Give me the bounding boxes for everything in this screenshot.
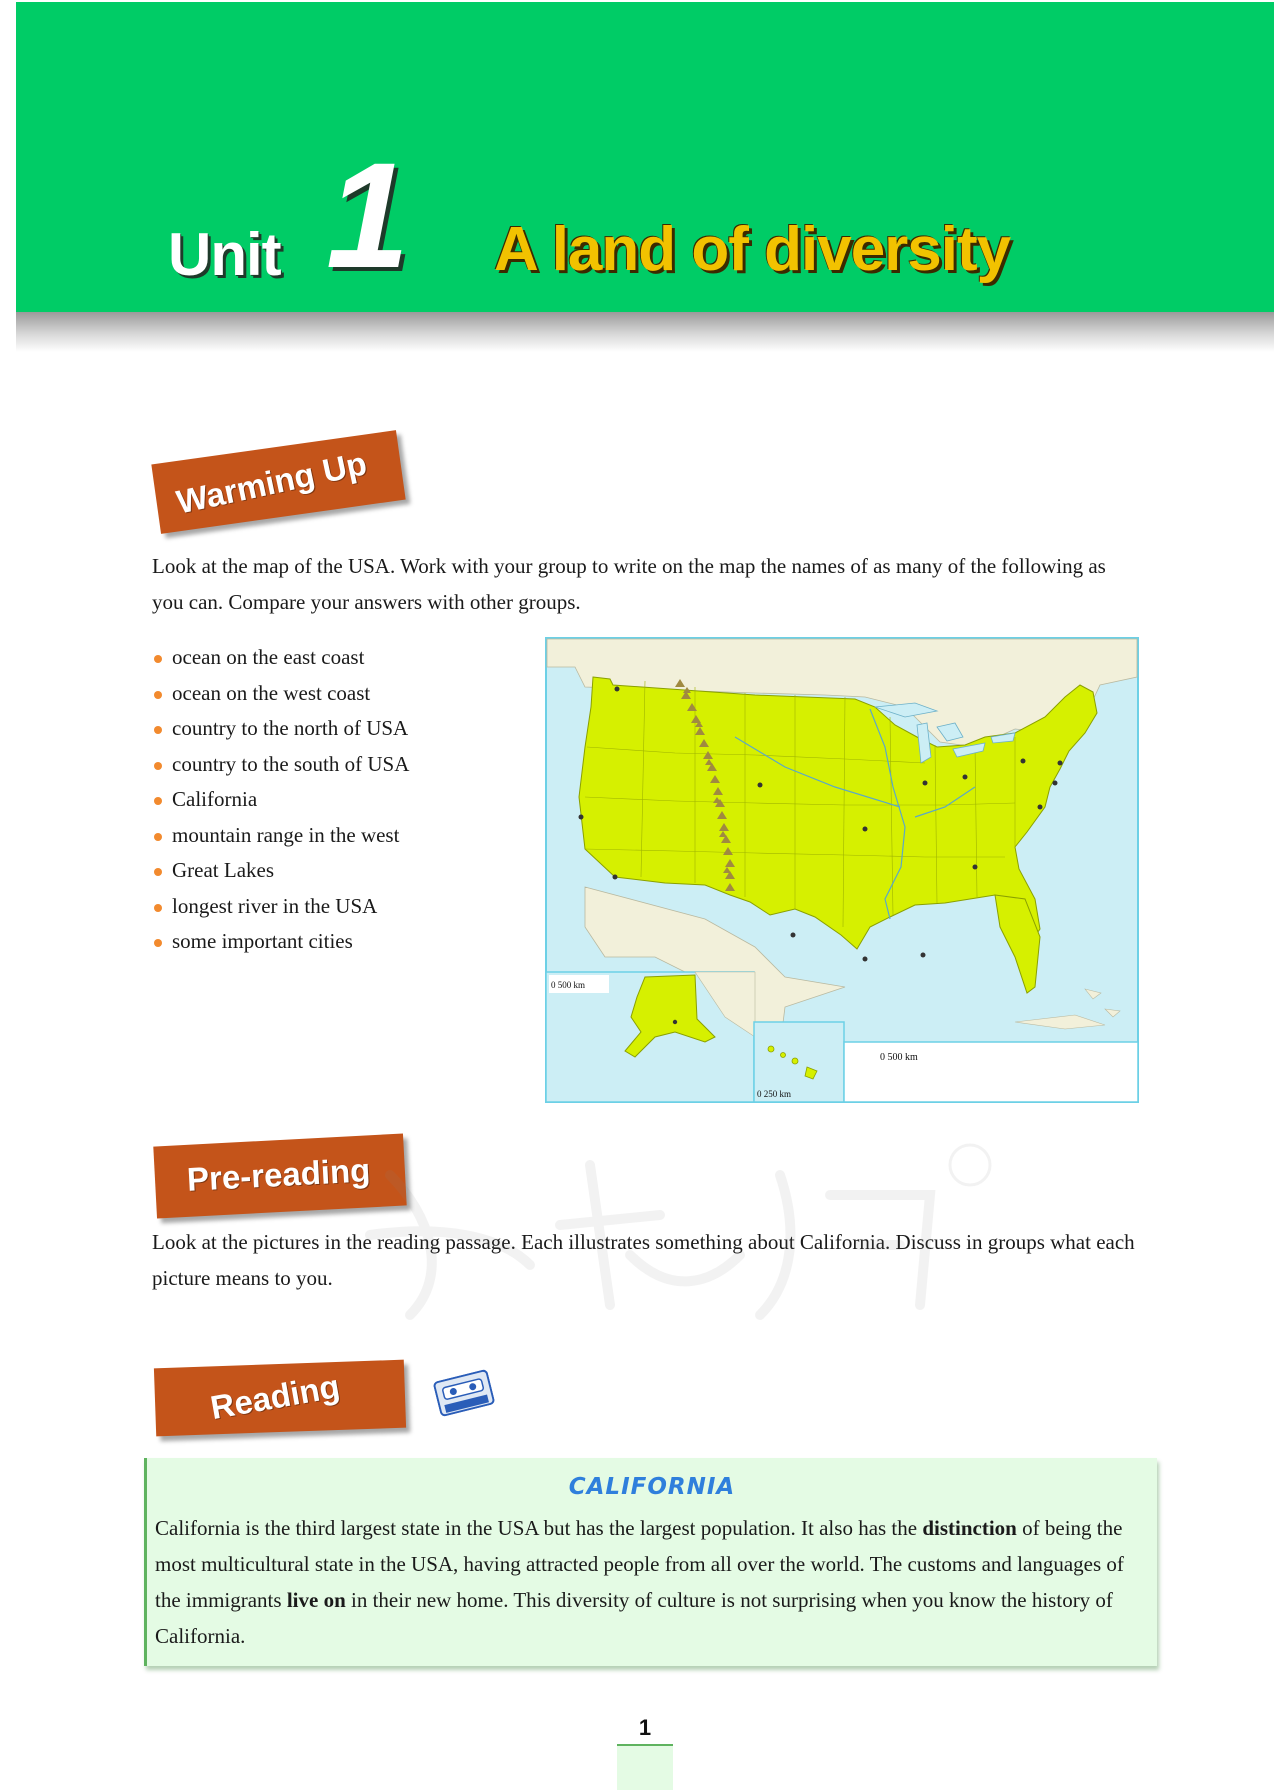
section-tab-label: Reading [207,1367,343,1427]
reading-text-segment: in their new home. This diversity of culture is not surprising when you know the history of California. [155,1588,1113,1648]
vocab-term-distinction: distinction [922,1516,1017,1540]
section-tab-label: Warming Up [173,444,370,521]
list-item: some important cities [152,924,409,960]
list-item: country to the north of USA [152,711,409,747]
reading-text-segment: California is the third largest state in the USA but has the largest population. It also has the [155,1516,923,1540]
list-item: ocean on the west coast [152,676,409,712]
header-shadow [16,312,1274,352]
section-tab-reading [154,1360,406,1437]
warming-up-instructions: Look at the map of the USA. Work with your group to write on the map the names of as many of the following as you can. Compare your answers with other groups. [152,554,1106,614]
scale-label-right: 0 500 km [880,1052,918,1063]
city-dot-alaska [673,1020,677,1024]
section-tab-label: Pre-reading [186,1151,372,1198]
list-item: ocean on the east coast [152,640,409,676]
unit-number: 1 [326,131,410,299]
list-item: longest river in the USA [152,889,409,925]
section-tab-pre-reading [153,1134,406,1219]
list-item: California [152,782,409,818]
scale-label-hawaii: 0 250 km [757,1089,792,1099]
unit-title: A land of diversity [494,215,1011,284]
list-item: country to the south of USA [152,747,409,783]
list-item: mountain range in the west [152,818,409,854]
reading-text-segment: of being the most multicultural state in the USA, having attracted people from all over the world. The customs and languages of the immigrants [155,1516,1124,1612]
usa-map [545,637,1139,1103]
vocab-term-live-on: live on [286,1588,346,1612]
pre-reading-instructions: Look at the pictures in the reading passage. Each illustrates something about California. Discuss in groups what each picture means to you. [152,1230,1135,1290]
section-tab-warming-up [151,430,405,534]
reading-passage-box [144,1458,1157,1666]
list-item: Great Lakes [152,853,409,889]
reading-paragraph [155,1510,1145,1654]
unit-label: Unit [168,221,281,288]
audio-cassette-icon[interactable] [432,1369,495,1417]
page-number: 1 [617,1712,673,1746]
warming-up-list [152,640,409,960]
reading-title: CALIFORNIA [568,1474,736,1500]
scale-label-main: 0 500 km [551,980,586,990]
scale-box-right [844,1042,1138,1102]
